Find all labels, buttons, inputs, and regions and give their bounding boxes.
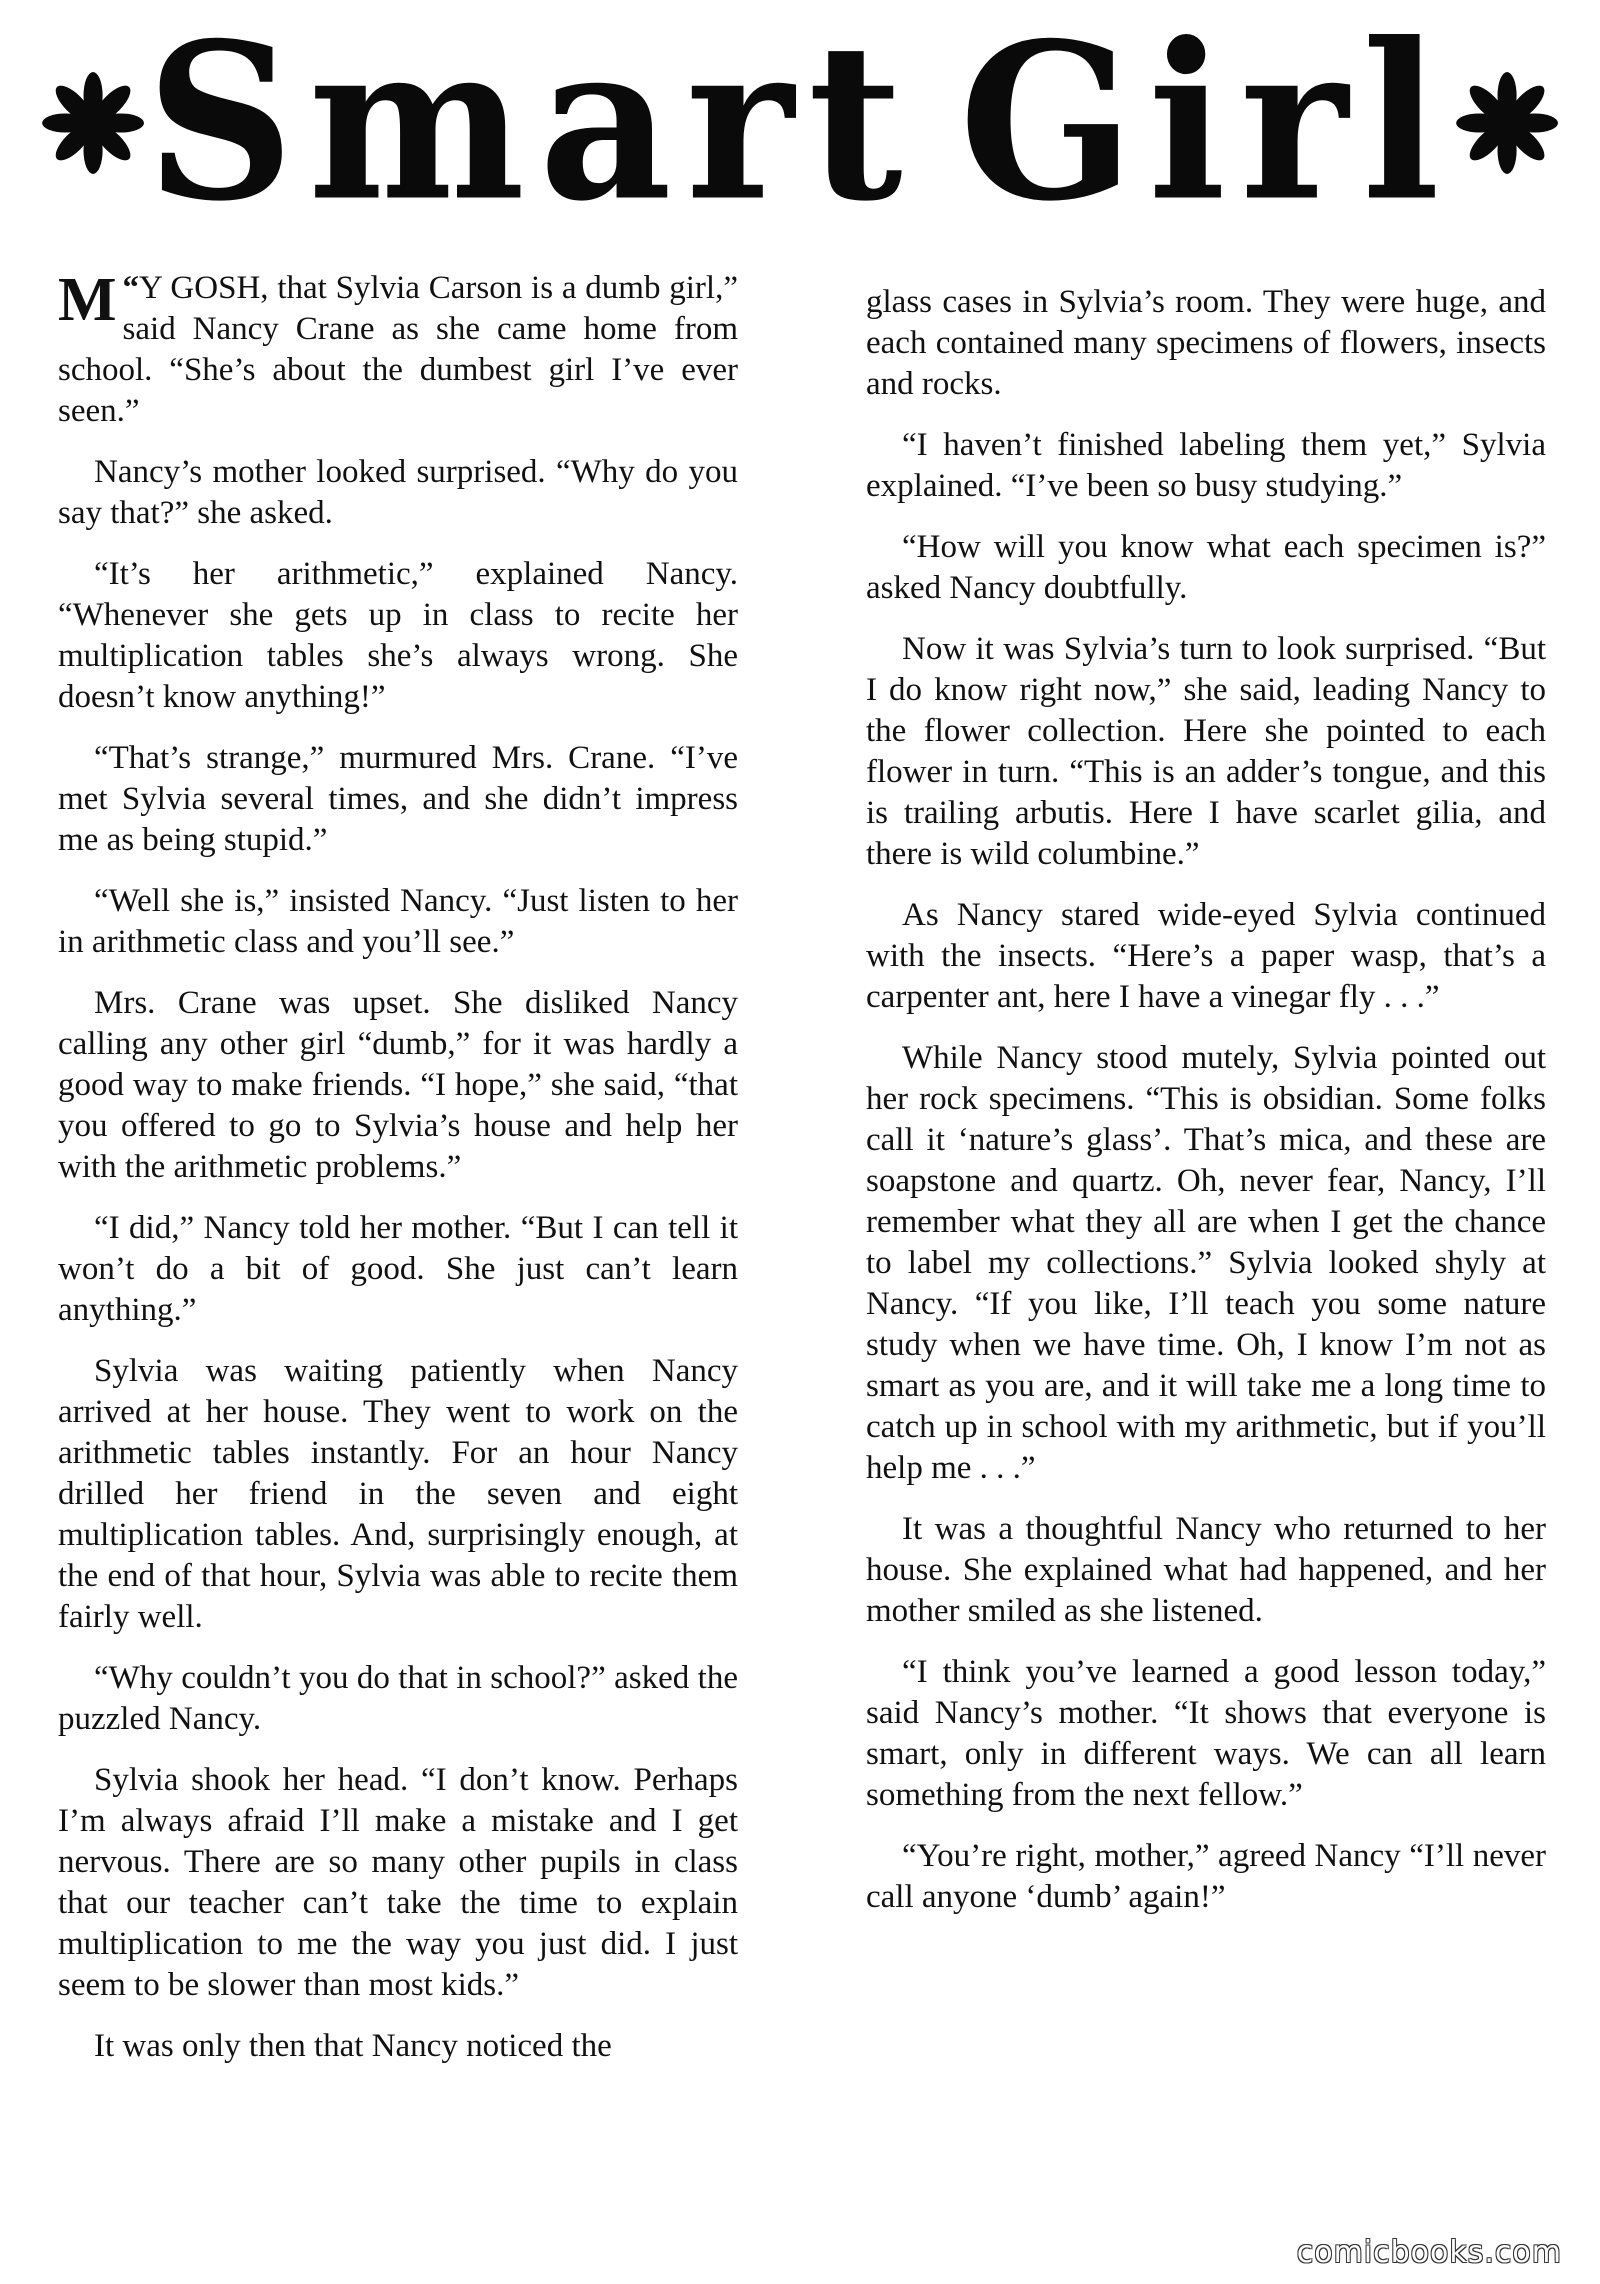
story-paragraph: “How will you know what each specimen is?” asked Nancy doubtfully.	[866, 529, 1546, 606]
story-column-left	[58, 268, 738, 2087]
story-paragraph: “I did,” Nancy told her mother. “But I can tell it won’t do a bit of good. She just can’t learn anything.”	[58, 1210, 738, 1328]
asterisk-flower-icon	[1454, 48, 1560, 198]
site-watermark: comicbooks.com	[1296, 2235, 1562, 2270]
story-paragraph: “I haven’t finished labeling them yet,” Sylvia explained. “I’ve been so busy studying.”	[866, 427, 1546, 504]
story-paragraph: Now it was Sylvia’s turn to look surprised. “But I do know right now,” she said, leading Nancy to the flower collection. Here she pointed to each flower in turn. “This is an adder’s tongue, and this is trailing arbutis. Here I have scarlet gilia, and there is wild columbine.”	[866, 631, 1546, 872]
story-paragraph: “It’s her arithmetic,” explained Nancy. “Whenever she gets up in class to recite her multiplication tables she’s always wrong. She doesn’t know anything!”	[58, 556, 738, 715]
story-paragraph: Sylvia shook her head. “I don’t know. Perhaps I’m always afraid I’ll make a mistake and I get nervous. There are so many other pupils in class that our teacher can’t take the time to explain multiplication to me the way you just did. I just seem to be slower than most kids.”	[58, 1762, 738, 2003]
story-paragraph: It was only then that Nancy noticed the	[94, 2028, 612, 2064]
story-paragraph: It was a thoughtful Nancy who returned to her house. She explained what had happened, and her mother smiled as she listened.	[866, 1511, 1546, 1629]
story-paragraph: “Why couldn’t you do that in school?” asked the puzzled Nancy.	[58, 1660, 738, 1737]
story-paragraph: While Nancy stood mutely, Sylvia pointed out her rock specimens. “This is obsidian. Some folks call it ‘nature’s glass’. That’s mica, and these are soapstone and quartz. Oh, never fear, Nancy, I’ll remember what they all are when I get the chance to label my collections.” Sylvia looked shyly at Nancy. “If you like, I’ll teach you some nature study when we have time. Oh, I know I’m not as smart as you are, and it will take me a long time to catch up in school with my arithmetic, but if you’ll help me . . .”	[866, 1040, 1546, 1486]
title-word-girl: Girl	[959, 0, 1454, 249]
story-paragraph: “Well she is,” insisted Nancy. “Just listen to her in arithmetic class and you’ll see.”	[58, 883, 738, 960]
story-paragraph: “You’re right, mother,” agreed Nancy “I’ll never call anyone ‘dumb’ again!”	[866, 1838, 1546, 1915]
asterisk-flower-icon	[40, 48, 146, 198]
story-paragraph: Sylvia was waiting patiently when Nancy arrived at her house. They went to work on the arithmetic tables instantly. For an hour Nancy drilled her friend in the seven and eight multiplication tables. And, surprisingly enough, at the end of that hour, Sylvia was able to recite them fairly well.	[58, 1353, 738, 1635]
story-paragraph: “That’s strange,” murmured Mrs. Crane. “I’ve met Sylvia several times, and she didn’t impress me as being stupid.”	[58, 740, 738, 858]
story-paragraph	[58, 268, 738, 432]
story-paragraph: Nancy’s mother looked surprised. “Why do you say that?” she asked.	[58, 454, 738, 531]
opening-quote: “	[122, 270, 140, 306]
paragraph-text: Y GOSH, that Sylvia Carson is a dumb girl,” said Nancy Crane as she came home from school. “She’s about the dumbest girl I’ve ever seen.”	[58, 270, 738, 429]
drop-cap: M	[58, 266, 117, 334]
story-title	[40, 0, 1560, 249]
story-column-right	[866, 282, 1546, 1938]
story-paragraph: glass cases in Sylvia’s room. They were huge, and each contained many specimens of flowers, insects and rocks.	[866, 284, 1546, 402]
story-paragraph: As Nancy stared wide-eyed Sylvia continued with the insects. “Here’s a paper wasp, that’s a carpenter ant, here I have a vinegar fly . . .”	[866, 897, 1546, 1015]
story-paragraph: Mrs. Crane was upset. She disliked Nancy calling any other girl “dumb,” for it was hardly a good way to make friends. “I hope,” she said, “that you offered to go to Sylvia’s house and help her with the arithmetic problems.”	[58, 985, 738, 1185]
story-paragraph: “I think you’ve learned a good lesson today,” said Nancy’s mother. “It shows that everyone is smart, only in different ways. We can all learn something from the next fellow.”	[866, 1654, 1546, 1813]
title-word-smart: Smart	[146, 0, 917, 249]
